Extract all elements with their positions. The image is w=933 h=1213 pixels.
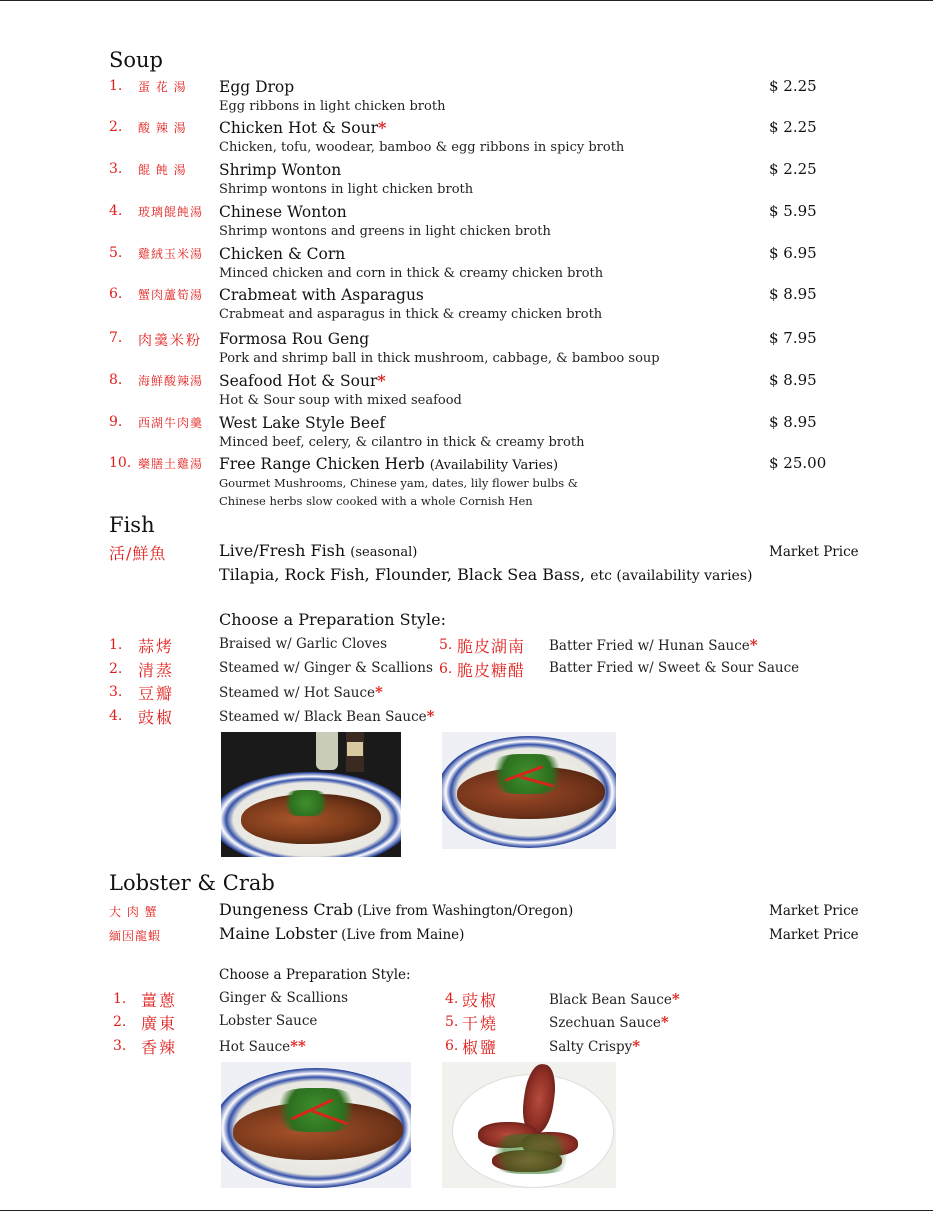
soup-item-name: Egg Drop [219, 78, 295, 96]
soup-item-name: Crabmeat with Asparagus [219, 286, 424, 304]
lobster-item-note: (Live from Maine) [341, 927, 465, 943]
fish-style-chinese: 豆瓣 [138, 684, 175, 703]
soup-item-number: 5. [109, 245, 123, 261]
soup-item-description: Egg ribbons in light chicken broth [219, 99, 446, 114]
soup-item-price: $ 2.25 [769, 118, 817, 136]
fish-style-number: 6. [439, 661, 453, 677]
soup-item-name: Chicken Hot & Sour [219, 119, 379, 137]
lobster-photo-ginger-scallion [221, 1062, 411, 1188]
fish-photo-braised [221, 732, 401, 857]
fish-style-number: 4. [109, 708, 123, 724]
lobster-style [549, 990, 680, 1008]
fish-style-label: Braised w/ Garlic Cloves [219, 636, 388, 652]
soup-item-name: Chicken & Corn [219, 245, 346, 263]
soup-item-chinese-name: 雞絨玉米湯 [138, 247, 204, 261]
fish-style-chinese: 蒜烤 [138, 637, 175, 656]
lobster-style [549, 1013, 669, 1031]
soup-item [219, 160, 341, 179]
lobster-style-label: Szechuan Sauce [549, 1015, 661, 1031]
fish-varieties-line [219, 565, 753, 584]
soup-item [219, 244, 345, 263]
bottom-border [0, 1210, 933, 1211]
spicy-marker: * [632, 1037, 641, 1055]
lobster-item-chinese-name: 緬因龍蝦 [109, 929, 162, 943]
fish-style-number: 3. [109, 684, 123, 700]
lobster-style-chinese: 椒鹽 [462, 1038, 499, 1057]
soup-item-price: $ 8.95 [769, 285, 817, 303]
lobster-photo-salty-crispy [442, 1062, 616, 1188]
lobster-item [219, 924, 464, 943]
soup-item-chinese-name: 藥膳土雞湯 [138, 457, 204, 471]
soup-item-price: $ 8.95 [769, 371, 817, 389]
soup-item-name: Formosa Rou Geng [219, 330, 370, 348]
soup-item-name: Free Range Chicken Herb [219, 455, 425, 473]
fish-style [219, 707, 435, 725]
lobster-style [219, 990, 348, 1006]
fish-style [219, 683, 383, 701]
lobster-style [219, 1013, 317, 1029]
soup-item-number: 6. [109, 286, 123, 302]
fish-style-chinese: 豉椒 [138, 708, 175, 727]
lobster-style-chinese: 香辣 [141, 1038, 178, 1057]
spicy-marker: ** [290, 1037, 306, 1055]
spicy-marker: * [375, 683, 383, 701]
fish-heading: Fish [109, 513, 155, 537]
soup-item-number: 7. [109, 330, 123, 346]
fish-style-label: Batter Fried w/ Hunan Sauce [549, 638, 750, 654]
fish-style [219, 636, 387, 652]
lobster-style [549, 1037, 640, 1055]
soup-item-name: Chinese Wonton [219, 203, 347, 221]
lobster-style-label: Ginger & Scallions [219, 990, 349, 1006]
lobster-style-label: Black Bean Sauce [549, 992, 672, 1008]
soup-item-chinese-name: 蛋 花 湯 [138, 80, 187, 94]
spicy-marker: * [378, 118, 387, 137]
soup-item-price: $ 7.95 [769, 329, 817, 347]
fish-item [219, 541, 417, 560]
lobster-style-label: Salty Crispy [549, 1039, 633, 1055]
soup-item-description: Shrimp wontons in light chicken broth [219, 182, 474, 197]
lobster-heading: Lobster & Crab [109, 871, 275, 895]
fish-style [549, 660, 799, 676]
soup-item-description: Shrimp wontons and greens in light chicken broth [219, 224, 551, 239]
soup-item-number: 9. [109, 414, 123, 430]
lobster-style-number: 6. [445, 1038, 459, 1054]
soup-item-name: Shrimp Wonton [219, 161, 342, 179]
fish-style-number: 2. [109, 661, 123, 677]
soup-item-description: Crabmeat and asparagus in thick & creamy chicken broth [219, 307, 603, 322]
soup-heading: Soup [109, 48, 163, 72]
soup-item-name: Seafood Hot & Sour [219, 372, 378, 390]
fish-style-number: 1. [109, 637, 123, 653]
lobster-item-note: (Live from Washington/Oregon) [357, 903, 574, 919]
soup-item [219, 329, 369, 348]
lobster-style-number: 1. [113, 991, 127, 1007]
lobster-item-chinese-name: 大 肉 蟹 [109, 905, 158, 919]
soup-item [219, 454, 558, 473]
soup-item-description: Hot & Sour soup with mixed seafood [219, 393, 462, 408]
soup-item-number: 1. [109, 78, 123, 94]
lobster-style-label: Hot Sauce [219, 1039, 291, 1055]
soup-item-number: 3. [109, 161, 123, 177]
fish-style [219, 660, 433, 676]
fish-style-chinese: 脆皮糖醋 [457, 661, 526, 680]
fish-style [549, 636, 758, 654]
lobster-style-chinese: 干燒 [462, 1014, 499, 1033]
soup-item-number: 4. [109, 203, 123, 219]
fish-style-label: Steamed w/ Hot Sauce [219, 685, 375, 701]
soup-item-number: 2. [109, 119, 123, 135]
fish-style-label: Steamed w/ Ginger & Scallions [219, 660, 433, 676]
lobster-style-number: 3. [113, 1038, 127, 1054]
soup-item-price: $ 8.95 [769, 413, 817, 431]
soup-item [219, 77, 294, 96]
lobster-style-label: Lobster Sauce [219, 1013, 318, 1029]
fish-price: Market Price [769, 544, 859, 560]
fish-style-chinese: 脆皮湖南 [457, 637, 526, 656]
soup-item-chinese-name: 肉羹米粉 [138, 333, 202, 349]
soup-item-name: West Lake Style Beef [219, 414, 386, 432]
soup-item-chinese-name: 酸 辣 湯 [138, 121, 187, 135]
fish-photo-steamed [442, 732, 616, 849]
soup-item-description: Minced chicken and corn in thick & creamy chicken broth [219, 266, 604, 281]
soup-item-chinese-name: 西湖牛肉羹 [138, 416, 204, 430]
fish-style-chinese: 清蒸 [138, 661, 175, 680]
soup-item-number: 8. [109, 372, 123, 388]
lobster-style [219, 1037, 306, 1055]
lobster-style-chinese: 廣東 [141, 1014, 178, 1033]
fish-chinese-name: 活/鮮魚 [109, 544, 167, 563]
fish-name: Live/Fresh Fish [219, 541, 346, 560]
spicy-marker: * [671, 990, 680, 1008]
fish-style-label: Batter Fried w/ Sweet & Sour Sauce [549, 660, 800, 676]
soup-item [219, 202, 347, 221]
fish-prep-title: Choose a Preparation Style: [219, 610, 447, 629]
soup-item-note: (Availability Varies) [429, 458, 559, 473]
spicy-marker: * [660, 1013, 669, 1031]
lobster-style-chinese: 豉椒 [462, 991, 499, 1010]
soup-item-chinese-name: 蟹肉蘆筍湯 [138, 288, 204, 302]
soup-item [219, 413, 385, 432]
fish-varieties-note: etc (availability varies) [590, 568, 753, 584]
top-border [0, 0, 933, 1]
fish-name-note: (seasonal) [350, 545, 418, 560]
soup-item [219, 371, 386, 390]
lobster-style-number: 5. [445, 1014, 459, 1030]
lobster-item [219, 900, 573, 919]
spicy-marker: * [377, 371, 386, 390]
soup-item [219, 285, 424, 304]
lobster-style-chinese: 薑蔥 [141, 991, 178, 1010]
fish-varieties: Tilapia, Rock Fish, Flounder, Black Sea Bass, [219, 565, 586, 584]
lobster-style-number: 2. [113, 1014, 127, 1030]
spicy-marker: * [426, 707, 435, 725]
spicy-marker: * [749, 636, 758, 654]
lobster-item-price: Market Price [769, 903, 859, 919]
soup-item-description: Pork and shrimp ball in thick mushroom, cabbage, & bamboo soup [219, 351, 660, 366]
soup-item-price: $ 2.25 [769, 77, 817, 95]
soup-item-chinese-name: 餛 飩 湯 [138, 163, 187, 177]
soup-item-price: $ 25.00 [769, 454, 827, 472]
fish-style-number: 5. [439, 637, 453, 653]
soup-item-description: Chicken, tofu, woodear, bamboo & egg ribbons in spicy broth [219, 140, 625, 155]
lobster-item-name: Maine Lobster [219, 924, 338, 943]
soup-item-description: Minced beef, celery, & cilantro in thick & creamy broth [219, 435, 585, 450]
soup-item-price: $ 6.95 [769, 244, 817, 262]
soup-item-chinese-name: 玻璃餛飩湯 [138, 205, 204, 219]
lobster-prep-title: Choose a Preparation Style: [219, 967, 411, 983]
soup-item-price: $ 2.25 [769, 160, 817, 178]
soup-item-price: $ 5.95 [769, 202, 817, 220]
fish-style-label: Steamed w/ Black Bean Sauce [219, 709, 427, 725]
lobster-style-number: 4. [445, 991, 459, 1007]
lobster-item-name: Dungeness Crab [219, 900, 354, 919]
soup-item-chinese-name: 海鮮酸辣湯 [138, 374, 204, 388]
soup-item [219, 118, 386, 137]
soup-item-description: Gourmet Mushrooms, Chinese yam, dates, lily flower bulbs & [219, 476, 579, 490]
soup-item-number: 10. [109, 455, 132, 471]
soup-item-description: Chinese herbs slow cooked with a whole Cornish Hen [219, 494, 533, 508]
lobster-item-price: Market Price [769, 927, 859, 943]
